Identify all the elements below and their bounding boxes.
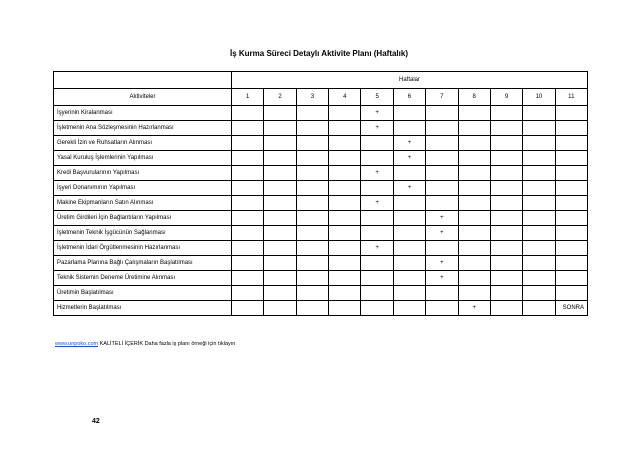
week-cell: [555, 121, 587, 136]
footer-link[interactable]: www.unpoko.com: [55, 341, 99, 347]
week-cell: [296, 151, 328, 166]
week-cell: [361, 136, 393, 151]
week-cell: [264, 106, 296, 121]
week-cell: [329, 211, 361, 226]
week-cell: [329, 196, 361, 211]
week-cell: [523, 241, 555, 256]
week-cell: [296, 181, 328, 196]
week-header-11: 11: [555, 89, 587, 106]
week-cell: [393, 166, 425, 181]
week-cell: [329, 286, 361, 301]
week-cell: +: [426, 256, 458, 271]
activity-plan-table: [53, 71, 588, 316]
week-cell: [232, 166, 264, 181]
week-cell: [296, 301, 328, 316]
week-cell: [426, 136, 458, 151]
week-cell: [490, 271, 522, 286]
table-row: [54, 226, 588, 241]
week-cell: [458, 196, 490, 211]
week-cell: [523, 166, 555, 181]
week-cell: SONRA: [555, 301, 587, 316]
week-cell: [458, 226, 490, 241]
week-cell: [490, 181, 522, 196]
week-cell: [329, 106, 361, 121]
week-cell: [523, 226, 555, 241]
activity-label: Kredi Başvurularının Yapılması: [54, 166, 232, 181]
activities-column-header: Aktiviteler: [54, 89, 232, 106]
week-header-5: 5: [361, 89, 393, 106]
week-cell: [296, 211, 328, 226]
footer-text: KALİTELİ İÇERİK Daha fazla iş planı örneği için tıklayın: [98, 341, 236, 347]
week-cell: [490, 166, 522, 181]
week-cell: [523, 211, 555, 226]
week-cell: [296, 271, 328, 286]
week-cell: [458, 256, 490, 271]
week-cell: [232, 106, 264, 121]
table-row: [54, 211, 588, 226]
week-cell: [296, 226, 328, 241]
week-cell: [555, 151, 587, 166]
week-cell: [329, 181, 361, 196]
footer-note: [55, 341, 235, 347]
document-title: İş Kurma Süreci Detaylı Aktivite Planı (Haftalık): [230, 49, 408, 58]
week-cell: [393, 286, 425, 301]
week-cell: [393, 256, 425, 271]
week-cell: [458, 241, 490, 256]
week-cell: [264, 256, 296, 271]
table-row: [54, 196, 588, 211]
week-cell: [555, 106, 587, 121]
activity-label: Pazarlama Planına Bağlı Çalışmaların Başlatılması: [54, 256, 232, 271]
week-cell: [555, 286, 587, 301]
week-cell: [393, 301, 425, 316]
week-cell: [490, 286, 522, 301]
week-cell: [490, 196, 522, 211]
week-cell: [264, 286, 296, 301]
week-header-4: 4: [329, 89, 361, 106]
week-cell: [555, 226, 587, 241]
week-cell: [264, 136, 296, 151]
week-cell: [264, 166, 296, 181]
week-cell: [232, 271, 264, 286]
week-cell: [329, 136, 361, 151]
activity-label: Teknik Sistemin Deneme Üretimine Alınması: [54, 271, 232, 286]
table-corner-cell: [54, 72, 232, 89]
week-cell: [329, 121, 361, 136]
week-cell: [490, 151, 522, 166]
table-group-header-row: [54, 72, 588, 89]
week-cell: [264, 301, 296, 316]
week-cell: [555, 241, 587, 256]
week-cell: [426, 241, 458, 256]
activity-label: İşletmenin İdari Örgütlenmesinin Hazırlanması: [54, 241, 232, 256]
week-cell: +: [361, 241, 393, 256]
week-cell: [329, 256, 361, 271]
week-cell: +: [393, 136, 425, 151]
week-cell: [555, 196, 587, 211]
page-number: 42: [92, 418, 100, 425]
week-cell: [361, 286, 393, 301]
week-cell: [264, 196, 296, 211]
week-cell: [426, 106, 458, 121]
table-week-header-row: [54, 89, 588, 106]
week-cell: [426, 166, 458, 181]
activity-label: İşletmenin Ana Sözleşmesinin Hazırlanması: [54, 121, 232, 136]
table-row: [54, 136, 588, 151]
week-cell: [232, 151, 264, 166]
week-cell: [393, 106, 425, 121]
table-row: [54, 166, 588, 181]
week-cell: [361, 226, 393, 241]
week-cell: [329, 151, 361, 166]
week-cell: [490, 121, 522, 136]
week-cell: [490, 256, 522, 271]
week-cell: [555, 211, 587, 226]
week-cell: [296, 136, 328, 151]
week-cell: +: [426, 271, 458, 286]
week-cell: [296, 196, 328, 211]
activity-label: Makine Ekipmanların Satın Alınması: [54, 196, 232, 211]
week-cell: [232, 241, 264, 256]
week-cell: [523, 181, 555, 196]
week-cell: [490, 211, 522, 226]
week-cell: [361, 151, 393, 166]
week-cell: [458, 121, 490, 136]
activity-label: Yasal Kuruluş İşlemlerinin Yapılması: [54, 151, 232, 166]
week-cell: [523, 121, 555, 136]
week-header-3: 3: [296, 89, 328, 106]
week-cell: [393, 211, 425, 226]
weeks-group-header: Haftalar: [232, 72, 588, 89]
week-cell: +: [361, 121, 393, 136]
week-cell: [426, 196, 458, 211]
week-cell: [490, 106, 522, 121]
week-cell: [329, 226, 361, 241]
table-row: [54, 151, 588, 166]
week-cell: [264, 226, 296, 241]
table-row: [54, 256, 588, 271]
week-cell: [296, 241, 328, 256]
week-cell: [264, 121, 296, 136]
week-cell: [232, 301, 264, 316]
week-header-1: 1: [232, 89, 264, 106]
week-header-7: 7: [426, 89, 458, 106]
week-cell: [329, 301, 361, 316]
activity-label: İşletmenin Teknik İşgücünün Sağlanması: [54, 226, 232, 241]
week-cell: [458, 286, 490, 301]
week-cell: [490, 241, 522, 256]
week-cell: [329, 166, 361, 181]
week-cell: [458, 271, 490, 286]
week-cell: [523, 271, 555, 286]
week-cell: [361, 211, 393, 226]
week-cell: +: [361, 196, 393, 211]
week-cell: [232, 121, 264, 136]
week-cell: [232, 181, 264, 196]
week-header-10: 10: [523, 89, 555, 106]
week-cell: [490, 301, 522, 316]
week-cell: [393, 121, 425, 136]
week-cell: [264, 211, 296, 226]
activity-label: Üretimin Başlatılması: [54, 286, 232, 301]
week-cell: [426, 301, 458, 316]
week-cell: [393, 196, 425, 211]
week-cell: [329, 241, 361, 256]
week-cell: [523, 136, 555, 151]
activity-label: Üretim Girdileri İçin Bağlantıların Yapılması: [54, 211, 232, 226]
week-cell: [555, 136, 587, 151]
week-cell: [264, 181, 296, 196]
week-cell: [490, 226, 522, 241]
week-cell: [296, 166, 328, 181]
table-row: [54, 106, 588, 121]
week-cell: [232, 196, 264, 211]
week-cell: [555, 271, 587, 286]
week-cell: [555, 256, 587, 271]
week-cell: [523, 196, 555, 211]
week-cell: +: [426, 211, 458, 226]
week-cell: [555, 181, 587, 196]
week-cell: [361, 181, 393, 196]
week-cell: [458, 181, 490, 196]
week-cell: [296, 256, 328, 271]
week-cell: [232, 136, 264, 151]
week-cell: [523, 151, 555, 166]
week-cell: [264, 241, 296, 256]
week-cell: [555, 166, 587, 181]
week-cell: [232, 211, 264, 226]
week-cell: +: [361, 106, 393, 121]
week-cell: [264, 271, 296, 286]
week-cell: [393, 226, 425, 241]
week-cell: [232, 256, 264, 271]
week-cell: [523, 106, 555, 121]
table-row: [54, 241, 588, 256]
week-cell: [426, 121, 458, 136]
week-header-2: 2: [264, 89, 296, 106]
week-cell: [393, 271, 425, 286]
week-cell: +: [393, 181, 425, 196]
week-cell: +: [458, 301, 490, 316]
table-row: [54, 301, 588, 316]
week-cell: [296, 106, 328, 121]
week-cell: [296, 286, 328, 301]
week-cell: [426, 286, 458, 301]
week-cell: [296, 121, 328, 136]
activity-label: Hizmetlerin Başlatılması: [54, 301, 232, 316]
table-row: [54, 181, 588, 196]
week-cell: +: [361, 166, 393, 181]
week-cell: [458, 106, 490, 121]
table-row: [54, 286, 588, 301]
week-cell: [426, 151, 458, 166]
table-row: [54, 271, 588, 286]
activity-label: Gerekli İzin ve Ruhsatların Alınması: [54, 136, 232, 151]
week-cell: +: [393, 151, 425, 166]
table-row: [54, 121, 588, 136]
week-cell: [361, 256, 393, 271]
activity-label: İşyeri Donanımının Yapılması: [54, 181, 232, 196]
week-cell: [458, 151, 490, 166]
week-cell: [523, 301, 555, 316]
week-cell: [329, 271, 361, 286]
week-cell: [458, 166, 490, 181]
week-cell: [523, 286, 555, 301]
week-cell: [393, 241, 425, 256]
week-header-6: 6: [393, 89, 425, 106]
week-cell: [361, 301, 393, 316]
week-cell: [232, 286, 264, 301]
week-cell: [458, 136, 490, 151]
week-cell: [523, 256, 555, 271]
week-cell: +: [426, 226, 458, 241]
week-header-9: 9: [490, 89, 522, 106]
week-cell: [490, 136, 522, 151]
week-header-8: 8: [458, 89, 490, 106]
week-cell: [361, 271, 393, 286]
week-cell: [232, 226, 264, 241]
week-cell: [426, 181, 458, 196]
activity-label: İşyerinin Kiralanması: [54, 106, 232, 121]
week-cell: [264, 151, 296, 166]
week-cell: [458, 211, 490, 226]
